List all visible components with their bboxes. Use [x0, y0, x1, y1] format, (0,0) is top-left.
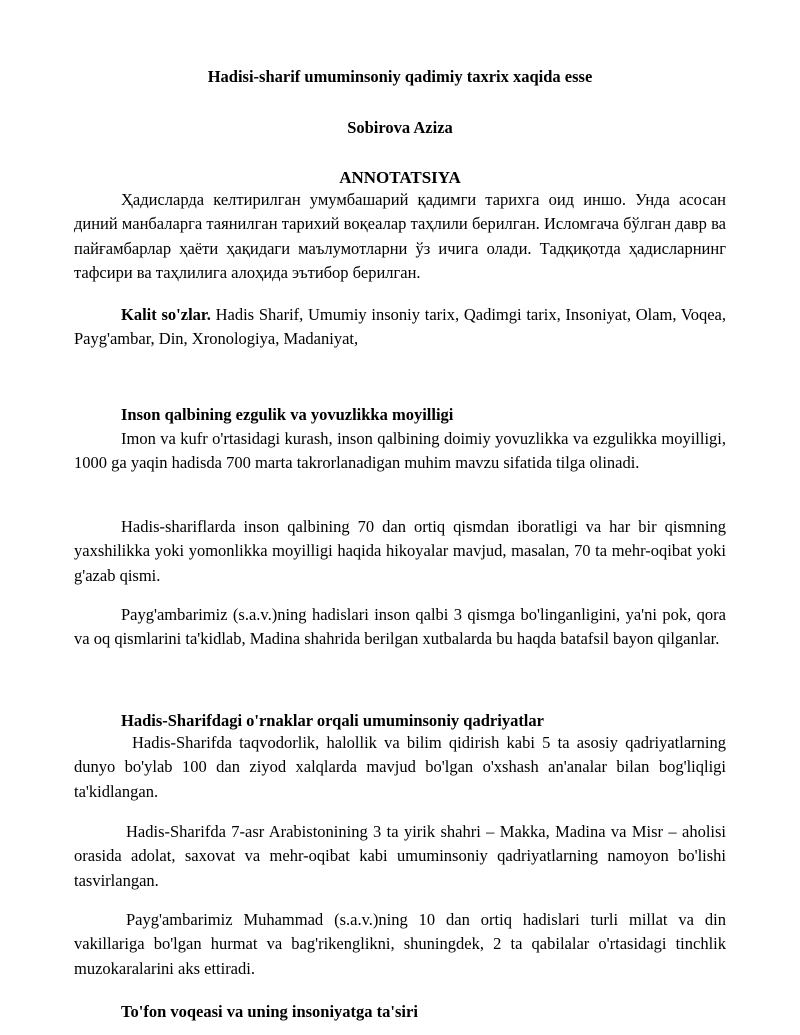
section-heading: To'fon voqeasi va uning insoniyatga ta'siri [121, 1002, 418, 1021]
body-paragraph: Imon va kufr o'rtasidagi kurash, inson qalbining doimiy yovuzlikka va ezgulikka moyilligi, 1000 ga yaqin hadisda 700 marta takrorlanadigan muhim mavzu sifatida tilga olinadi. [74, 429, 726, 473]
keywords-label: Kalit so'zlar. [121, 305, 211, 324]
body-paragraph: Hadis-shariflarda inson qalbining 70 dan ortiq qismdan iboratligi va har bir qismning yaxshilikka yoki yomonlikka moyilligi haqida hikoyalar mavjud, masalan, 70 ta mehr-oqibat yoki g'azab qismi. [74, 517, 726, 585]
body-paragraph: Payg'ambarimiz Muhammad (s.a.v.)ning 10 dan ortiq hadislari turli millat va din vakillariga bo'lgan hurmat va bag'rikenglikni, shuningdek, 2 ta qabilalar o'rtasidagi tinchlik muzokaralarini aks ettiradi. [74, 910, 726, 978]
keywords-text: Hadis Sharif, Umumiy insoniy tarix, Qadimgi tarix, Insoniyat, Olam, Voqea, Payg'ambar, Din, Xronologiya, Madaniyat, [74, 305, 726, 349]
body-paragraph: Hadis-Sharifda taqvodorlik, halollik va bilim qidirish kabi 5 ta asosiy qadriyatlarning dunyo bo'ylab 100 dan ziyod xalqlarda mavjud bo'lgan o'xshash an'analar bilan bog'liqligi ta'kidlangan. [74, 733, 726, 801]
document-title: Hadisi-sharif umuminsoniy qadimiy taxrix xaqida esse [207, 67, 593, 86]
body-paragraph: Payg'ambarimiz (s.a.v.)ning hadislari inson qalbi 3 qismga bo'linganligini, ya'ni pok, qora va oq qismlarini ta'kidlab, Madina shahrida berilgan xutbalarda bu haqda batafsil bayon qilganlar. [74, 605, 726, 649]
section-heading: Hadis-Sharifdagi o'rnaklar orqali umuminsoniy qadriyatlar [121, 711, 544, 730]
keywords-paragraph [74, 303, 726, 352]
author-name: Sobirova Aziza [347, 118, 453, 137]
body-paragraph: Hadis-Sharifda 7-asr Arabistonining 3 ta yirik shahri – Makka, Madina va Misr – aholisi orasida adolat, saxovat va mehr-oqibat kabi umuminsoniy qadriyatlarning namoyon bo'lishi tasvirlangan. [74, 822, 726, 890]
section-heading: Inson qalbining ezgulik va yovuzlikka moyilligi [121, 405, 454, 424]
annotation-paragraph: Ҳадисларда келтирилган умумбашарий қадимги тарихга оид иншо. Унда асосан диний манбаларга таянилган тарихий воқеалар таҳлили берилган. Исломгача бўлган давр ва пайғамбарлар ҳаёти ҳақидаги маълумотларни ўз ичига олади. Тадқиқотда ҳадисларнинг тафсири ва таҳлилига алоҳида эътибор берилган. [74, 190, 726, 282]
annotation-heading: ANNOTATSIYA [339, 168, 461, 187]
